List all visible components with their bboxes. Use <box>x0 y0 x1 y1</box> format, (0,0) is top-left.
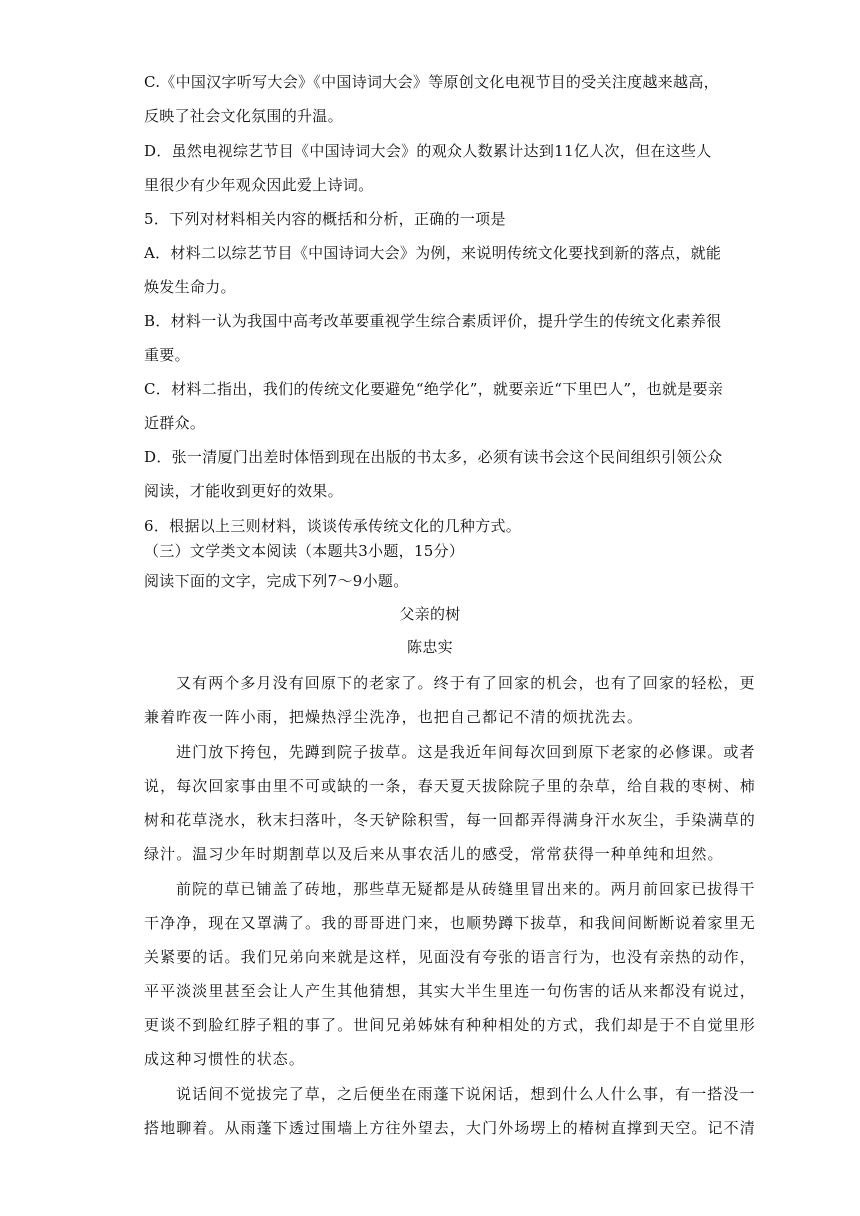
q5-option-b-line2: 重要。 <box>144 346 190 364</box>
q4-option-d-line2: 里很少有少年观众因此爱上诗词。 <box>144 176 374 194</box>
article-title: 父亲的树 <box>399 605 461 623</box>
q5-option-a-line1: A．材料二以综艺节目《中国诗词大会》为例，来说明传统文化要找到新的落点，就能 <box>144 244 722 262</box>
article-paragraph-line: 平平淡淡里甚至会让人产生其他猜想，其实大半生里连一句伤害的话从来都没有说过， <box>144 982 756 1000</box>
article-paragraph-line: 兼着昨夜一阵小雨，把燥热浮尘洗净，也把自己都记不清的烦扰洗去。 <box>144 708 644 726</box>
q5-option-b-line1: B．材料一认为我国中高考改革要重视学生综合素质评价，提升学生的传统文化素养很 <box>144 312 722 330</box>
article-paragraph-line: 搭地聊着。从雨蓬下透过围墙上方往外望去，大门外场塄上的椿树直撑到天空。记不清 <box>144 1119 756 1137</box>
article-paragraph-line: 成这种习惯性的状态。 <box>144 1050 306 1068</box>
q5-stem: 5．下列对材料相关内容的概括和分析，正确的一项是 <box>144 210 506 228</box>
q5-option-d-line1: D．张一清厦门出差时体悟到现在出版的书太多，必须有读书会这个民间组织引领公众 <box>144 448 723 466</box>
article-paragraph-line: 关紧要的话。我们兄弟向来就是这样，见面没有夸张的语言行为，也没有亲热的动作， <box>144 948 756 966</box>
q4-option-d-line1: D．虽然电视综艺节目《中国诗词大会》的观众人数累计达到11亿人次，但在这些人 <box>144 142 712 160</box>
q4-option-c-line1: C.《中国汉字听写大会》《中国诗词大会》等原创文化电视节目的受关注度越来越高， <box>144 73 719 91</box>
section-heading: （三）文学类文本阅读（本题共3小题，15分） <box>144 542 465 560</box>
article-paragraph-line: 树和花草浇水，秋末扫落叶，冬天铲除积雪，每一回都弄得满身汗水灰尘，手染满草的 <box>144 811 756 829</box>
q6-stem: 6．根据以上三则材料，谈谈传承传统文化的几种方式。 <box>144 517 522 535</box>
article-author: 陈忠实 <box>407 638 453 656</box>
q5-option-c-line2: 近群众。 <box>144 414 206 432</box>
q5-option-c-line1: C．材料二指出，我们的传统文化要避免“绝学化”，就要亲近“下里巴人”，也就是要亲 <box>144 380 724 398</box>
article-paragraph-line: 更谈不到脸红脖子粗的事了。世间兄弟姊妹有种种相处的方式，我们却是于不自觉里形 <box>144 1016 756 1034</box>
article-paragraph-line: 干净净，现在又罩满了。我的哥哥进门来，也顺势蹲下拔草，和我间间断断说着家里无 <box>144 914 756 932</box>
q5-option-d-line2: 阅读，才能收到更好的效果。 <box>144 482 343 500</box>
article-paragraph-line: 绿汁。温习少年时期割草以及后来从事农活儿的感受，常常获得一种单纯和坦然。 <box>144 845 724 863</box>
section-instruction: 阅读下面的文字，完成下列7～9小题。 <box>144 572 409 590</box>
article-paragraph-line: 进门放下挎包，先蹲到院子拔草。这是我近年间每次回到原下老家的必修课。或者 <box>176 743 756 761</box>
q5-option-a-line2: 焕发生命力。 <box>144 278 236 296</box>
article-paragraph-line: 说，每次回家事由里不可或缺的一条，春天夏天拔除院子里的杂草，给自栽的枣树、柿 <box>144 777 756 795</box>
q4-option-c-line2: 反映了社会文化氛围的升温。 <box>144 107 343 125</box>
article-paragraph-line: 又有两个多月没有回原下的老家了。终于有了回家的机会，也有了回家的轻松，更 <box>176 674 756 692</box>
article-paragraph-line: 前院的草已铺盖了砖地，那些草无疑都是从砖缝里冒出来的。两月前回家已拔得干 <box>176 880 756 898</box>
article-paragraph-line: 说话间不觉拔完了草，之后便坐在雨蓬下说闲话，想到什么人什么事，有一搭没一 <box>176 1085 756 1103</box>
